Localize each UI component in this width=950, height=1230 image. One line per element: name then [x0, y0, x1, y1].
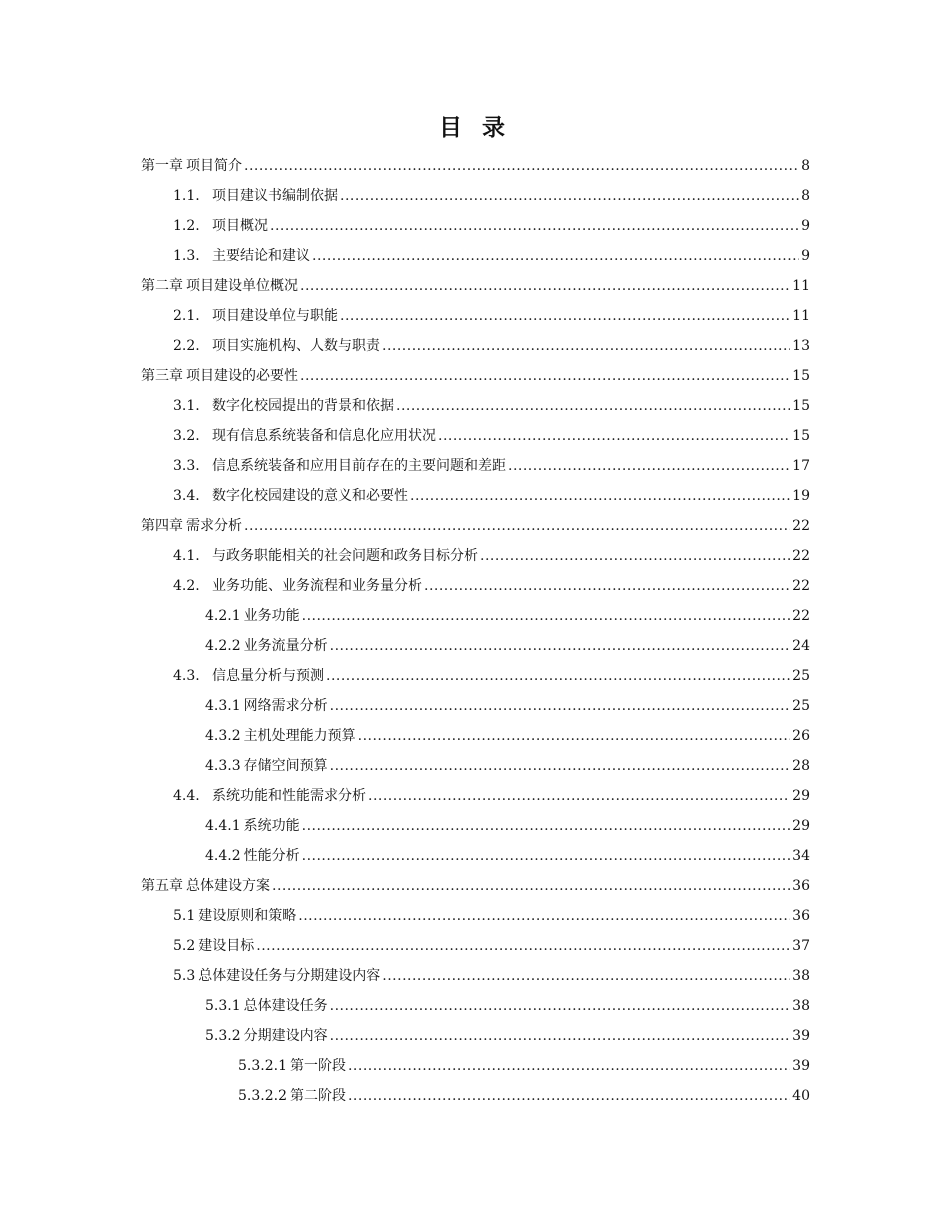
dot-leader	[508, 451, 790, 481]
toc-entry-number: 4.4.	[173, 788, 200, 804]
toc-entry-title: 现有信息系统装备和信息化应用状况	[212, 428, 436, 444]
toc-entry[interactable]	[141, 151, 810, 181]
toc-entry-page-number: 28	[792, 758, 810, 774]
toc-entry-page-number: 13	[792, 338, 810, 354]
toc-entry[interactable]	[141, 991, 810, 1021]
toc-entry-title: 分期建设内容	[243, 1028, 328, 1044]
toc-entry-page-number: 17	[792, 458, 810, 474]
toc-entry-title: 业务流量分析	[243, 638, 328, 654]
toc-entry-number: 4.3.2	[205, 728, 241, 744]
dot-leader	[480, 541, 790, 571]
dot-leader	[410, 481, 790, 511]
toc-entry-title: 系统功能和性能需求分析	[212, 788, 366, 804]
toc-entry-page-number: 36	[792, 908, 810, 924]
toc-entry[interactable]	[141, 1081, 810, 1111]
toc-entry-page-number: 24	[792, 638, 810, 654]
dot-leader	[244, 151, 799, 181]
toc-entry-number: 第四章	[141, 518, 183, 534]
toc-entry-title: 存储空间预算	[243, 758, 328, 774]
toc-entry-number: 2.1.	[173, 308, 200, 324]
toc-entry-page-number: 25	[792, 668, 810, 684]
toc-entry-title: 信息量分析与预测	[212, 668, 324, 684]
toc-entry[interactable]	[141, 631, 810, 661]
toc-entry[interactable]	[141, 571, 810, 601]
toc-entry[interactable]	[141, 781, 810, 811]
toc-entry[interactable]	[141, 271, 810, 301]
toc-entry-page-number: 39	[792, 1058, 810, 1074]
dot-leader	[330, 991, 791, 1021]
toc-entry[interactable]	[141, 691, 810, 721]
toc-entry-title: 第二阶段	[289, 1088, 346, 1104]
dot-leader	[330, 691, 791, 721]
dot-leader	[256, 931, 790, 961]
toc-entry[interactable]	[141, 181, 810, 211]
toc-entry-page-number: 9	[801, 218, 810, 234]
toc-entry-title: 建设原则和策略	[198, 908, 297, 924]
toc-entry-title: 总体建设任务与分期建设内容	[198, 968, 381, 984]
dot-leader	[438, 421, 790, 451]
dot-leader	[382, 961, 790, 991]
toc-entry-page-number: 22	[792, 548, 810, 564]
toc-entry-title: 系统功能	[243, 818, 300, 834]
toc-entry-number: 4.1.	[173, 548, 200, 564]
toc-entry-title: 第一阶段	[289, 1058, 346, 1074]
toc-entry-number: 1.2.	[173, 218, 200, 234]
toc-entry[interactable]	[141, 451, 810, 481]
toc-entry-page-number: 11	[792, 308, 810, 324]
toc-entry-title: 项目概况	[212, 218, 268, 234]
toc-entry-page-number: 26	[792, 728, 810, 744]
toc-entry-page-number: 29	[792, 788, 810, 804]
toc-entry-number: 5.1	[173, 908, 196, 924]
toc-entry-number: 4.4.2	[205, 848, 241, 864]
dot-leader	[330, 1021, 791, 1051]
toc-entry[interactable]	[141, 601, 810, 631]
toc-entry-number: 4.4.1	[205, 818, 241, 834]
toc-entry-number: 4.2.	[173, 578, 200, 594]
toc-entry[interactable]	[141, 481, 810, 511]
toc-entry-number: 3.3.	[173, 458, 200, 474]
toc-entry-page-number: 22	[792, 518, 810, 534]
toc-entry-page-number: 37	[792, 938, 810, 954]
toc-entry-number: 1.1.	[173, 188, 200, 204]
toc-entry[interactable]	[141, 811, 810, 841]
toc-entry-page-number: 38	[792, 998, 810, 1014]
toc-entry[interactable]	[141, 301, 810, 331]
toc-entry-page-number: 19	[792, 488, 810, 504]
toc-entry-title: 业务功能	[243, 608, 300, 624]
toc-entry-number: 3.4.	[173, 488, 200, 504]
toc-entry[interactable]	[141, 361, 810, 391]
toc-entry-number: 4.3.1	[205, 698, 241, 714]
toc-entry-number: 5.3.2	[205, 1028, 241, 1044]
dot-leader	[330, 751, 791, 781]
toc-entry-page-number: 9	[801, 248, 810, 264]
toc-entry-page-number: 8	[801, 158, 810, 174]
toc-entry-title: 信息系统装备和应用目前存在的主要问题和差距	[212, 458, 506, 474]
dot-leader	[358, 721, 791, 751]
dot-leader	[396, 391, 790, 421]
toc-entry-page-number: 15	[792, 398, 810, 414]
toc-entry-page-number: 22	[792, 578, 810, 594]
toc-entry-title: 网络需求分析	[243, 698, 328, 714]
toc-entry-page-number: 8	[801, 188, 810, 204]
toc-entry-title: 业务功能、业务流程和业务量分析	[212, 578, 422, 594]
dot-leader	[302, 601, 791, 631]
dot-leader	[272, 871, 790, 901]
toc-entry-page-number: 11	[792, 278, 810, 294]
toc-entry-page-number: 25	[792, 698, 810, 714]
dot-leader	[424, 571, 790, 601]
toc-entry[interactable]	[141, 901, 810, 931]
toc-entry[interactable]	[141, 721, 810, 751]
toc-entry-number: 1.3.	[173, 248, 200, 264]
toc-entry-title: 总体建设任务	[243, 998, 328, 1014]
toc-entry-title: 项目建设单位概况	[186, 278, 298, 294]
toc-entry-title: 数字化校园提出的背景和依据	[212, 398, 394, 414]
toc-entry-number: 3.1.	[173, 398, 200, 414]
toc-entry-page-number: 40	[792, 1088, 810, 1104]
toc-entry[interactable]	[141, 961, 810, 991]
toc-entry-number: 2.2.	[173, 338, 200, 354]
toc-entry[interactable]	[141, 421, 810, 451]
toc-entry[interactable]	[141, 661, 810, 691]
toc-entry-title: 与政务职能相关的社会问题和政务目标分析	[212, 548, 478, 564]
toc-list	[141, 151, 810, 1111]
dot-leader	[312, 241, 799, 271]
dot-leader	[368, 781, 790, 811]
toc-entry-page-number: 22	[792, 608, 810, 624]
dot-leader	[302, 811, 791, 841]
dot-leader	[302, 841, 791, 871]
toc-entry-number: 4.3.3	[205, 758, 241, 774]
toc-entry-title: 项目建设单位与职能	[212, 308, 338, 324]
toc-entry[interactable]	[141, 241, 810, 271]
toc-entry[interactable]	[141, 331, 810, 361]
toc-entry-title: 数字化校园建设的意义和必要性	[212, 488, 408, 504]
toc-entry-page-number: 15	[792, 428, 810, 444]
toc-entry-number: 5.3	[173, 968, 196, 984]
toc-entry-number: 5.2	[173, 938, 196, 954]
dot-leader	[326, 661, 790, 691]
toc-entry-number: 4.2.1	[205, 608, 241, 624]
toc-entry-title: 总体建设方案	[186, 878, 270, 894]
toc-entry-title: 需求分析	[186, 518, 242, 534]
toc-entry-title: 项目建议书编制依据	[212, 188, 338, 204]
toc-entry-page-number: 38	[792, 968, 810, 984]
dot-leader	[300, 361, 790, 391]
toc-entry[interactable]	[141, 931, 810, 961]
toc-entry-title: 主机处理能力预算	[243, 728, 356, 744]
toc-entry[interactable]	[141, 391, 810, 421]
toc-entry-number: 4.2.2	[205, 638, 241, 654]
toc-entry[interactable]	[141, 1021, 810, 1051]
toc-entry[interactable]	[141, 871, 810, 901]
toc-entry-number: 第五章	[141, 878, 183, 894]
dot-leader	[348, 1051, 790, 1081]
dot-leader	[348, 1081, 790, 1111]
toc-entry-title: 主要结论和建议	[212, 248, 310, 264]
toc-entry-title: 项目实施机构、人数与职责	[212, 338, 380, 354]
toc-entry[interactable]	[141, 211, 810, 241]
toc-entry-number: 5.3.2.1	[238, 1058, 287, 1074]
dot-leader	[270, 211, 799, 241]
toc-entry[interactable]	[141, 751, 810, 781]
toc-entry-title: 项目简介	[186, 158, 242, 174]
dot-leader	[330, 631, 791, 661]
toc-title: 目 录	[438, 115, 511, 141]
dot-leader	[298, 901, 790, 931]
dot-leader	[340, 181, 799, 211]
dot-leader	[340, 301, 790, 331]
toc-entry[interactable]	[141, 511, 810, 541]
dot-leader	[300, 271, 790, 301]
toc-entry-number: 第三章	[141, 368, 183, 384]
toc-entry-number: 第二章	[141, 278, 183, 294]
toc-entry-number: 4.3.	[173, 668, 200, 684]
toc-entry[interactable]	[141, 1051, 810, 1081]
toc-entry-page-number: 34	[792, 848, 810, 864]
toc-entry-number: 5.3.1	[205, 998, 241, 1014]
dot-leader	[382, 331, 790, 361]
toc-entry-page-number: 36	[792, 878, 810, 894]
toc-entry-number: 5.3.2.2	[238, 1088, 287, 1104]
toc-entry-number: 第一章	[141, 158, 183, 174]
toc-entry[interactable]	[141, 841, 810, 871]
toc-entry-title: 性能分析	[243, 848, 300, 864]
toc-entry-page-number: 39	[792, 1028, 810, 1044]
dot-leader	[244, 511, 790, 541]
toc-entry[interactable]	[141, 541, 810, 571]
toc-entry-title: 项目建设的必要性	[186, 368, 298, 384]
toc-entry-page-number: 15	[792, 368, 810, 384]
toc-entry-title: 建设目标	[198, 938, 255, 954]
toc-entry-page-number: 29	[792, 818, 810, 834]
toc-entry-number: 3.2.	[173, 428, 200, 444]
